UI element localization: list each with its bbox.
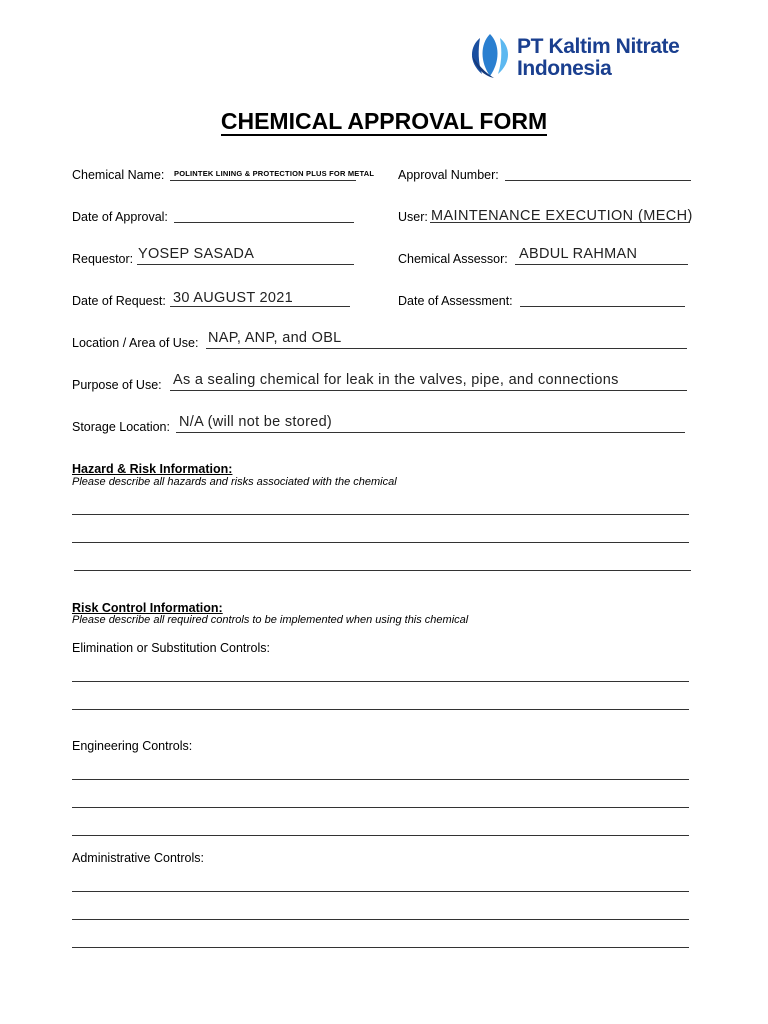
hazard-heading: Hazard & Risk Information: — [72, 462, 233, 476]
elimination-line-2[interactable] — [72, 709, 689, 710]
location-area-value: NAP, ANP, and OBL — [208, 330, 342, 346]
chemical-assessor-field[interactable] — [515, 264, 688, 265]
date-of-approval-label: Date of Approval: — [72, 210, 168, 224]
storage-location-label: Storage Location: — [72, 420, 170, 434]
hazard-line-1[interactable] — [72, 514, 689, 515]
location-area-field[interactable] — [206, 348, 687, 349]
chemical-name-value: POLINTEK LINING & PROTECTION PLUS FOR METAL — [174, 169, 375, 178]
purpose-value: As a sealing chemical for leak in the valves, pipe, and connections — [173, 372, 619, 388]
engineering-line-2[interactable] — [72, 807, 689, 808]
chemical-name-label: Chemical Name: — [72, 168, 165, 182]
administrative-line-3[interactable] — [72, 947, 689, 948]
user-value: MAINTENANCE EXECUTION (MECH) — [431, 208, 693, 224]
date-of-assessment-field[interactable] — [520, 306, 685, 307]
engineering-controls-label: Engineering Controls: — [72, 739, 193, 753]
user-label: User: — [398, 210, 428, 224]
requestor-field[interactable] — [137, 264, 354, 265]
risk-control-heading: Risk Control Information: — [72, 601, 223, 615]
user-field[interactable] — [430, 222, 690, 223]
engineering-line-3[interactable] — [72, 835, 689, 836]
date-of-request-value: 30 AUGUST 2021 — [173, 290, 294, 306]
requestor-value: YOSEP SASADA — [138, 246, 255, 262]
form-title — [0, 108, 768, 135]
hazard-note: Please describe all hazards and risks associated with the chemical — [72, 476, 397, 488]
risk-control-note: Please describe all required controls to be implemented when using this chemical — [72, 614, 469, 626]
administrative-line-2[interactable] — [72, 919, 689, 920]
purpose-label: Purpose of Use: — [72, 378, 162, 392]
hazard-line-2[interactable] — [72, 542, 689, 543]
storage-location-field[interactable] — [176, 432, 685, 433]
approval-number-label: Approval Number: — [398, 168, 499, 182]
logo-company-country: Indonesia — [517, 57, 612, 80]
hazard-line-3[interactable] — [74, 570, 691, 571]
location-area-label: Location / Area of Use: — [72, 336, 199, 350]
date-of-request-field[interactable] — [170, 306, 350, 307]
chemical-assessor-label: Chemical Assessor: — [398, 252, 508, 266]
logo-company-name: PT Kaltim Nitrate — [517, 35, 680, 58]
storage-location-value: N/A (will not be stored) — [179, 414, 333, 430]
form-title-text: CHEMICAL APPROVAL FORM — [220, 108, 548, 134]
date-of-approval-field[interactable] — [174, 222, 354, 223]
chemical-name-field[interactable] — [170, 180, 356, 181]
elimination-controls-label: Elimination or Substitution Controls: — [72, 641, 271, 655]
approval-number-field[interactable] — [505, 180, 691, 181]
administrative-line-1[interactable] — [72, 891, 689, 892]
chemical-assessor-value: ABDUL RAHMAN — [519, 246, 638, 262]
date-of-request-label: Date of Request: — [72, 294, 166, 308]
purpose-field[interactable] — [170, 390, 687, 391]
engineering-line-1[interactable] — [72, 779, 689, 780]
elimination-line-1[interactable] — [72, 681, 689, 682]
date-of-assessment-label: Date of Assessment: — [398, 294, 513, 308]
administrative-controls-label: Administrative Controls: — [72, 851, 204, 865]
requestor-label: Requestor: — [72, 252, 134, 266]
